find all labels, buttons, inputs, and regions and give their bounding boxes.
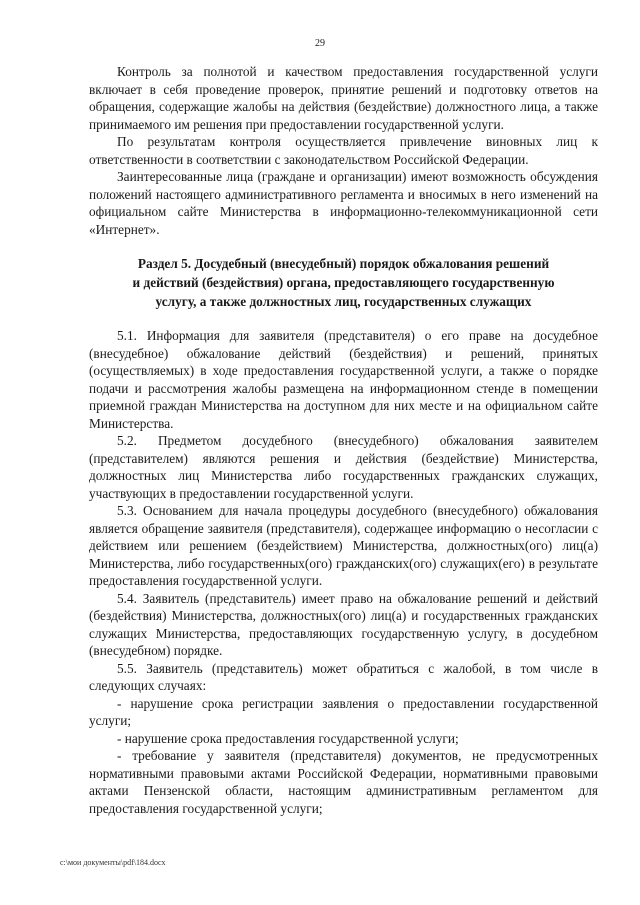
paragraph: Контроль за полнотой и качеством предоставления государственной услуги включает в себя проведение проверок, принятие решений и подготовку ответов на обращения, содержащие жалобы на действия (бездействие) должностного лица, а также принимаемого им решения при предоставлении государственной услуги.: [89, 64, 598, 132]
paragraph: 5.5. Заявитель (представитель) может обратиться с жалобой, в том числе в следующих случаях:: [89, 660, 598, 693]
document-body: [89, 63, 598, 817]
section-heading: [89, 254, 598, 311]
paragraph: 5.3. Основанием для начала процедуры досудебного (внесудебного) обжалования является обращение заявителя (представителя), содержащее информацию о несогласии с действием или решением (бездействием) Министерства, должностных(ого) лиц(а) Министерства, либо государственных(ого) гражданских(ого) служащих(его) в результате предоставления государственной услуги.: [89, 503, 598, 588]
section-heading-line: Раздел 5. Досудебный (внесудебный) порядок обжалования решений: [137, 256, 550, 271]
paragraph: 5.2. Предметом досудебного (внесудебного) обжалования заявителем (представителем) являются решения и действия (бездействие) Министерства, должностных лиц Министерства либо государственных гражданских служащих, участвующих в предоставлении государственной услуги.: [89, 433, 598, 501]
page-number: 29: [315, 38, 325, 49]
list-item: - требование у заявителя (представителя) документов, не предусмотренных нормативными правовыми актами Российской Федерации, нормативными правовыми актами Пензенской области, настоящим административным регламентом для предоставления государственной услуги;: [89, 748, 598, 816]
footer-file-path: c:\мои документы\pdf\184.docx: [60, 858, 166, 867]
paragraph: По результатам контроля осуществляется привлечение виновных лиц к ответственности в соответствии с законодательством Российской Федерации.: [89, 134, 598, 167]
list-item: - нарушение срока регистрации заявления о предоставлении государственной услуги;: [89, 695, 598, 728]
list-item: - нарушение срока предоставления государственной услуги;: [117, 730, 459, 746]
section-heading-line: и действий (бездействия) органа, предоставляющего государственную: [132, 275, 555, 290]
paragraph: Заинтересованные лица (граждане и организации) имеют возможность обсуждения положений настоящего административного регламента и вносимых в него изменений на официальном сайте Министерства в информационно-телекоммуникационной сети «Интернет».: [89, 169, 598, 237]
paragraph: 5.4. Заявитель (представитель) имеет право на обжалование решений и действий (бездействия) Министерства, должностных(ого) лиц(а) и государственных гражданских служащих Министерства, предоставляющих государственную услугу, в досудебном (внесудебном) порядке.: [89, 590, 598, 658]
section-heading-line: услугу, а также должностных лиц, государственных служащих: [155, 294, 532, 309]
paragraph: 5.1. Информация для заявителя (представителя) о его праве на досудебное (внесудебное) обжалование действий (бездействия) и решений, принятых (осуществляемых) в ходе предоставления государственной услуги, а также о порядке подачи и рассмотрения жалобы размещена на информационном стенде в помещении приемной граждан Министерства на доступном для них месте и на официальном сайте Министерства.: [89, 328, 598, 431]
